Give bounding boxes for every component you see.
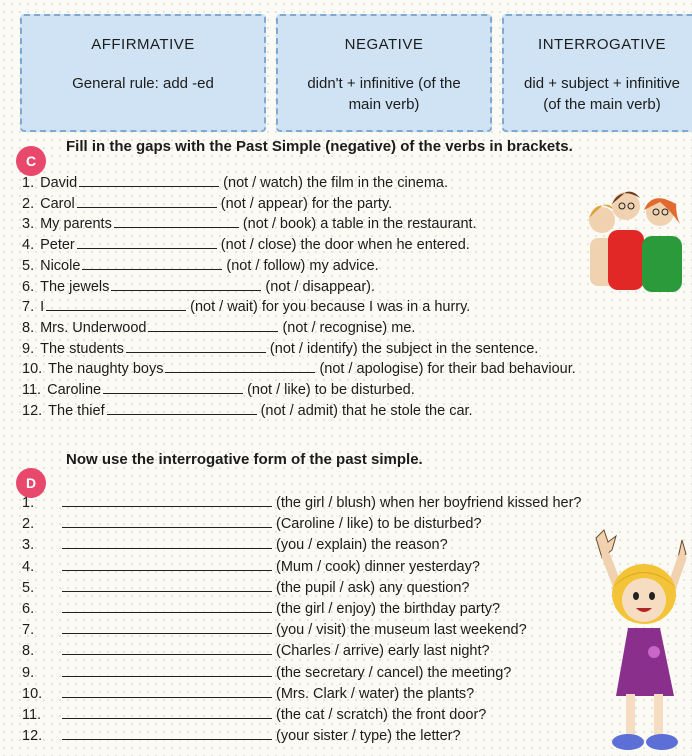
interrogative-rule-line1: did + subject + infinitive — [524, 75, 680, 92]
exercise-d-badge: D — [16, 468, 46, 498]
answer-blank[interactable] — [77, 236, 217, 249]
negative-rule-line1: didn't + infinitive (of the — [307, 75, 461, 92]
answer-blank[interactable] — [114, 215, 239, 228]
verb-hint: (not / appear) for the party. — [220, 195, 393, 212]
interrogative-rule-line2: (of the main verb) — [543, 96, 661, 113]
item-number: 6. — [22, 601, 35, 617]
negative-rule — [278, 73, 490, 115]
item-subject: Caroline — [47, 382, 102, 398]
exercise-c-badge: C — [16, 146, 46, 176]
item-number: 9. — [22, 664, 35, 681]
exercise-d-item — [22, 706, 486, 723]
verb-hint: (not / wait) for you because I was in a hurry. — [190, 299, 471, 316]
exercise-d-item — [22, 600, 500, 617]
item-number: 11. — [22, 707, 42, 723]
verb-hint: (the pupil / ask) any question? — [276, 579, 470, 596]
answer-blank[interactable] — [62, 536, 272, 549]
verb-hint: (not / watch) the film in the cinema. — [223, 175, 449, 191]
item-number: 8. — [22, 643, 35, 660]
item-number: 3. — [22, 216, 35, 233]
verb-hint: (the girl / blush) when her boyfriend kissed her? — [276, 495, 582, 511]
verb-hint: (you / visit) the museum last weekend? — [276, 622, 527, 639]
verb-hint: (not / like) to be disturbed. — [247, 382, 415, 398]
interrogative-rule — [504, 73, 692, 115]
item-number: 11. — [22, 382, 42, 398]
answer-blank[interactable] — [62, 706, 272, 719]
interrogative-heading: INTERROGATIVE — [538, 36, 666, 53]
answer-blank[interactable] — [62, 579, 272, 592]
answer-blank[interactable] — [62, 727, 272, 740]
exercise-c-item — [22, 360, 576, 377]
cheering-girl-illustration — [582, 528, 692, 756]
item-subject: The students — [40, 340, 124, 357]
verb-hint: (not / admit) that he stole the car. — [260, 402, 473, 419]
verb-hint: (Mum / cook) dinner yesterday? — [276, 558, 480, 575]
item-subject: I — [40, 299, 45, 316]
affirmative-rule: General rule: add -ed — [72, 75, 214, 92]
item-number: 1. — [22, 495, 35, 511]
affirmative-heading: AFFIRMATIVE — [91, 36, 195, 53]
exercise-d-item — [22, 579, 469, 596]
verb-hint: (not / follow) my advice. — [226, 257, 379, 274]
verb-hint: (not / disappear). — [265, 278, 376, 295]
item-subject: The naughty boys — [48, 361, 164, 378]
exercise-c-item — [22, 236, 470, 253]
item-number: 7. — [22, 299, 35, 316]
item-subject: The thief — [48, 402, 105, 419]
item-number: 12. — [22, 728, 43, 745]
verb-hint: (not / book) a table in the restaurant. — [242, 216, 477, 233]
item-subject: Mrs. Underwood — [40, 319, 147, 336]
exercise-c-item — [22, 215, 477, 232]
verb-hint: (not / recognise) me. — [282, 319, 416, 336]
exercise-c-item — [22, 402, 473, 419]
answer-blank[interactable] — [46, 298, 186, 311]
answer-blank[interactable] — [79, 174, 219, 187]
answer-blank[interactable] — [148, 319, 278, 332]
answer-blank[interactable] — [62, 515, 272, 528]
answer-blank[interactable] — [62, 600, 272, 613]
exercise-c-item — [22, 381, 415, 398]
answer-blank[interactable] — [62, 664, 272, 677]
item-number: 4. — [22, 237, 35, 254]
negative-rule-box — [276, 14, 492, 132]
answer-blank[interactable] — [165, 360, 315, 373]
item-number: 1. — [22, 175, 35, 191]
item-number: 5. — [22, 579, 35, 596]
verb-hint: (Caroline / like) to be disturbed? — [276, 516, 482, 533]
answer-blank[interactable] — [77, 195, 217, 208]
exercise-d-item — [22, 536, 448, 553]
interrogative-rule-box — [502, 14, 692, 132]
exercise-c-instruction: Fill in the gaps with the Past Simple (negative) of the verbs in brackets. — [66, 138, 573, 155]
answer-blank[interactable] — [111, 278, 261, 291]
exercise-c-item — [22, 298, 470, 315]
answer-blank[interactable] — [103, 381, 243, 394]
item-number: 9. — [22, 340, 35, 357]
item-subject: Nicole — [40, 257, 81, 274]
item-number: 3. — [22, 537, 35, 554]
answer-blank[interactable] — [126, 340, 266, 353]
item-subject: Carol — [40, 195, 75, 212]
exercise-c-item — [22, 340, 538, 357]
exercise-d-item — [22, 685, 474, 702]
answer-blank[interactable] — [82, 257, 222, 270]
affirmative-rule-box — [20, 14, 266, 132]
answer-blank[interactable] — [62, 642, 272, 655]
answer-blank[interactable] — [107, 402, 257, 415]
item-number: 2. — [22, 195, 35, 212]
exercise-d-item — [22, 664, 511, 681]
answer-blank[interactable] — [62, 685, 272, 698]
exercise-c-item — [22, 278, 375, 295]
exercise-d-instruction: Now use the interrogative form of the past simple. — [66, 451, 423, 468]
item-number: 10. — [22, 361, 43, 378]
verb-hint: (not / identify) the subject in the sentence. — [269, 340, 539, 357]
exercise-d-item — [22, 494, 581, 511]
exercise-c-item — [22, 319, 415, 336]
item-subject: My parents — [40, 216, 112, 233]
verb-hint: (your sister / type) the letter? — [276, 728, 461, 745]
negative-heading: NEGATIVE — [344, 36, 424, 53]
verb-hint: (Mrs. Clark / water) the plants? — [276, 685, 475, 702]
exercise-d-item — [22, 515, 482, 532]
children-illustration — [586, 180, 692, 300]
exercise-d-item — [22, 621, 527, 638]
item-number: 8. — [22, 319, 35, 336]
exercise-c-item — [22, 195, 392, 212]
item-number: 10. — [22, 685, 43, 702]
item-subject: The jewels — [40, 278, 110, 295]
verb-hint: (the cat / scratch) the front door? — [276, 707, 487, 723]
answer-blank[interactable] — [62, 558, 272, 571]
exercise-c-item — [22, 174, 448, 191]
answer-blank[interactable] — [62, 494, 272, 507]
verb-hint: (you / explain) the reason? — [276, 537, 448, 554]
exercise-c-item — [22, 257, 379, 274]
item-subject: Peter — [40, 237, 75, 254]
item-number: 12. — [22, 402, 43, 419]
answer-blank[interactable] — [62, 621, 272, 634]
item-number: 5. — [22, 257, 35, 274]
exercise-d-item — [22, 642, 490, 659]
verb-hint: (not / apologise) for their bad behaviour. — [319, 361, 576, 378]
item-number: 2. — [22, 516, 35, 533]
exercise-d-item — [22, 558, 480, 575]
item-number: 7. — [22, 622, 35, 639]
negative-rule-line2: main verb) — [348, 96, 420, 113]
verb-hint: (Charles / arrive) early last night? — [276, 643, 490, 660]
item-number: 6. — [22, 278, 35, 295]
verb-hint: (the secretary / cancel) the meeting? — [276, 664, 512, 681]
verb-hint: (the girl / enjoy) the birthday party? — [276, 601, 501, 617]
exercise-d-item — [22, 727, 461, 744]
verb-hint: (not / close) the door when he entered. — [220, 237, 470, 254]
item-number: 4. — [22, 558, 35, 575]
item-subject: David — [40, 175, 78, 191]
